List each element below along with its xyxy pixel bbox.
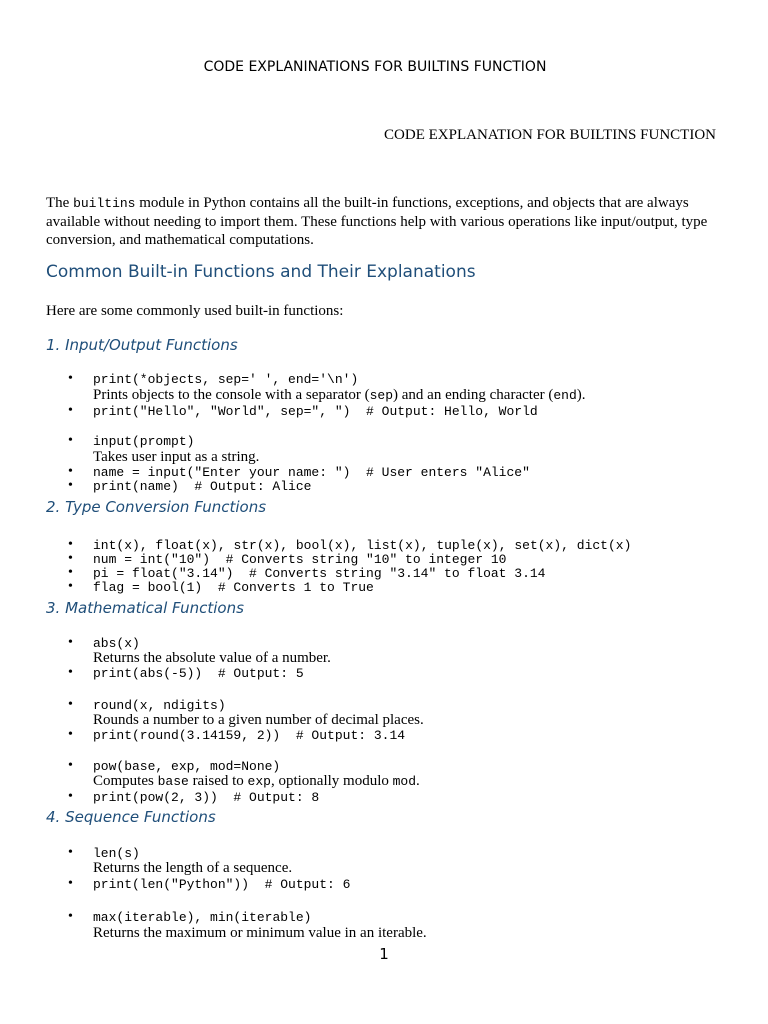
- desc-text: , optionally modulo: [270, 773, 393, 789]
- heading-sequence: 4. Sequence Functions: [46, 808, 216, 826]
- desc-text: raised to: [188, 773, 248, 789]
- func-set: set(x): [514, 538, 562, 553]
- bullet-marker: •: [68, 665, 73, 680]
- bullet-marker: •: [68, 758, 73, 773]
- func-bool: bool(x): [295, 538, 351, 553]
- bullet-marker: •: [68, 697, 73, 712]
- bullet-marker: •: [68, 403, 73, 418]
- intro-code-builtins: builtins: [73, 196, 136, 211]
- heading-mathematical: 3. Mathematical Functions: [46, 599, 244, 617]
- bullet-marker: •: [68, 464, 73, 479]
- desc-text: Prints objects to the console with a separator (: [93, 387, 370, 403]
- desc-code: exp: [247, 774, 271, 789]
- round-description: Rounds a number to a given number of decimal places.: [93, 712, 424, 728]
- desc-text: .: [416, 773, 420, 789]
- pow-signature: pow(base, exp, mod=None): [93, 759, 281, 774]
- desc-text: ).: [576, 387, 586, 403]
- pow-description: [93, 773, 420, 790]
- bullet-marker: •: [68, 565, 73, 580]
- max-min-description: Returns the maximum or minimum value in an iterable.: [93, 925, 427, 941]
- pow-example: print(pow(2, 3)) # Output: 8: [93, 790, 320, 805]
- separator: ,: [498, 538, 515, 553]
- bullet-marker: •: [68, 478, 73, 493]
- lead-paragraph: Here are some commonly used built-in functions:: [46, 303, 344, 319]
- desc-code: sep: [369, 388, 394, 403]
- heading-type-conversion: 2. Type Conversion Functions: [46, 498, 267, 516]
- page-number: 1: [379, 945, 389, 963]
- max-min-signature: [93, 910, 311, 925]
- func-min: min(iterable): [210, 910, 312, 925]
- input-signature: input(prompt): [93, 434, 195, 449]
- bullet-marker: •: [68, 579, 73, 594]
- bullet-marker: •: [68, 635, 73, 650]
- desc-text: Computes: [93, 773, 158, 789]
- type-functions-list: [93, 538, 631, 553]
- func-tuple: tuple(x): [436, 538, 499, 553]
- separator: ,: [217, 538, 234, 553]
- intro-text-start: The: [46, 195, 74, 211]
- input-description: Takes user input as a string.: [93, 449, 260, 465]
- separator: ,: [420, 538, 437, 553]
- abs-signature: abs(x): [93, 636, 140, 651]
- desc-text: ) and an ending character (: [393, 387, 554, 403]
- bullet-marker: •: [68, 371, 73, 386]
- func-str: str(x): [233, 538, 281, 553]
- bullet-marker: •: [68, 551, 73, 566]
- func-list: list(x): [366, 538, 421, 553]
- separator: ,: [561, 538, 577, 553]
- abs-example: print(abs(-5)) # Output: 5: [93, 666, 304, 681]
- round-signature: round(x, ndigits): [93, 698, 226, 713]
- type-example-2: pi = float("3.14") # Converts string "3.14" to float 3.14: [93, 566, 546, 581]
- document-title: CODE EXPLANINATIONS FOR BUILTINS FUNCTION: [203, 59, 547, 75]
- len-description: Returns the length of a sequence.: [93, 860, 293, 876]
- separator: ,: [280, 538, 296, 553]
- bullet-marker: •: [68, 876, 73, 891]
- func-max: max(iterable): [93, 910, 195, 925]
- len-signature: len(s): [93, 846, 140, 861]
- desc-code: end: [553, 388, 577, 403]
- func-float: float(x): [155, 538, 218, 553]
- document-subtitle: CODE EXPLANATION FOR BUILTINS FUNCTION: [384, 127, 716, 143]
- print-signature: print(*objects, sep=' ', end='\n'): [93, 372, 359, 387]
- print-description: [93, 387, 586, 404]
- separator: ,: [194, 910, 211, 925]
- bullet-marker: •: [68, 727, 73, 742]
- type-example-1: num = int("10") # Converts string "10" to integer 10: [93, 552, 507, 567]
- type-example-3: flag = bool(1) # Converts 1 to True: [93, 580, 374, 595]
- bullet-marker: •: [68, 845, 73, 860]
- func-int: int(x): [93, 538, 140, 553]
- desc-code: mod: [392, 774, 417, 789]
- abs-description: Returns the absolute value of a number.: [93, 650, 331, 666]
- bullet-marker: •: [68, 909, 73, 924]
- round-example: print(round(3.14159, 2)) # Output: 3.14: [93, 728, 406, 743]
- len-example: print(len("Python")) # Output: 6: [93, 877, 351, 892]
- intro-paragraph: [46, 194, 726, 249]
- bullet-marker: •: [68, 537, 73, 552]
- bullet-marker: •: [68, 789, 73, 804]
- input-example-2: print(name) # Output: Alice: [93, 479, 312, 494]
- separator: ,: [350, 538, 367, 553]
- func-dict: dict(x): [576, 538, 632, 553]
- heading-io-functions: 1. Input/Output Functions: [46, 336, 238, 354]
- print-example: print("Hello", "World", sep=", ") # Output: Hello, World: [93, 404, 538, 419]
- bullet-marker: •: [68, 433, 73, 448]
- section-heading-common: Common Built-in Functions and Their Explanations: [46, 262, 476, 282]
- intro-text-end: module in Python contains all the built-in functions, exceptions, and objects that are always available without needing to import them. These functions help with various operations like input/output, type conversion, and mathematical computations.: [46, 195, 708, 248]
- input-example-1: name = input("Enter your name: ") # User enters "Alice": [93, 465, 530, 480]
- separator: ,: [139, 538, 156, 553]
- desc-code: base: [157, 774, 189, 789]
